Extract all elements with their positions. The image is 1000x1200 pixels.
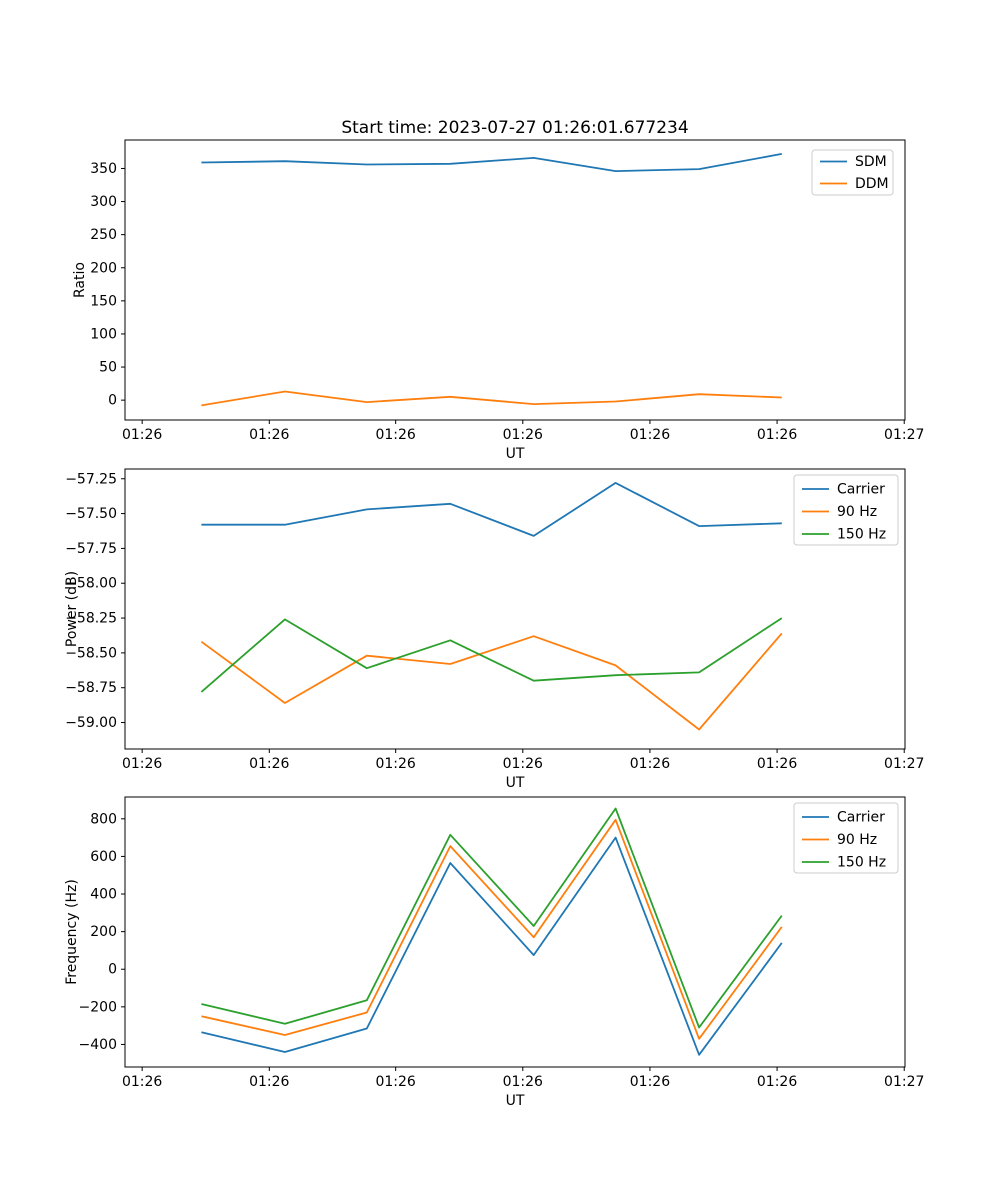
x-tick-label: 01:26	[375, 756, 416, 772]
y-tick-label: 600	[90, 848, 117, 865]
series-line-150-hz	[201, 809, 781, 1028]
x-tick-label: 01:26	[375, 427, 416, 443]
y-tick-label: −200	[78, 999, 117, 1016]
y-tick-label: −58.75	[65, 680, 117, 697]
y-tick-label: −58.50	[65, 645, 117, 662]
series-line-ddm	[201, 392, 781, 406]
x-tick-label: 01:26	[629, 1074, 671, 1090]
x-tick-label: 01:26	[375, 1074, 416, 1090]
subplot-ratio-svg	[0, 130, 1000, 480]
x-axis-label: UT	[505, 775, 525, 791]
legend-label: 90 Hz	[837, 832, 878, 848]
series-line-90-hz	[201, 820, 781, 1039]
x-axis-label: UT	[505, 1093, 525, 1109]
subplot-frequency	[0, 787, 1000, 1127]
x-tick-label: 01:26	[121, 1074, 163, 1090]
legend-label: DDM	[855, 176, 889, 192]
legend-label: 150 Hz	[837, 854, 887, 871]
legend-label: Carrier	[837, 481, 885, 498]
y-tick-label: 400	[90, 886, 117, 903]
y-tick-label: −58.00	[65, 575, 117, 592]
y-tick-label: 250	[90, 227, 117, 244]
y-tick-label: 150	[90, 293, 117, 310]
x-tick-label: 01:26	[249, 427, 290, 443]
x-axis-label: UT	[505, 446, 525, 462]
x-tick-label: 01:27	[884, 427, 925, 443]
legend-label: Carrier	[837, 809, 885, 826]
figure-title: Start time: 2023-07-27 01:26:01.677234	[341, 118, 689, 138]
x-tick-label: 01:26	[756, 427, 798, 443]
axes-spine	[125, 797, 905, 1067]
y-tick-label: −57.75	[65, 540, 117, 557]
y-tick-label: −400	[78, 1036, 117, 1053]
y-tick-label: 200	[90, 260, 117, 277]
legend-label: 150 Hz	[837, 526, 887, 543]
subplot-power-svg	[0, 459, 1000, 809]
x-tick-label: 01:27	[884, 1074, 925, 1090]
y-tick-label: 0	[108, 961, 117, 978]
y-tick-label: 300	[90, 194, 117, 211]
x-tick-label: 01:26	[629, 427, 671, 443]
y-tick-label: −59.00	[65, 715, 117, 732]
axes-spine	[125, 140, 905, 420]
x-tick-label: 01:26	[502, 756, 543, 772]
y-tick-label: 100	[90, 326, 117, 343]
x-tick-label: 01:26	[756, 756, 798, 772]
series-line-carrier	[201, 483, 781, 536]
legend-label: 90 Hz	[837, 504, 878, 520]
y-tick-label: 350	[90, 160, 117, 177]
x-tick-label: 01:27	[884, 756, 925, 772]
y-axis-label: Ratio	[72, 262, 88, 298]
x-tick-label: 01:26	[121, 427, 163, 443]
subplot-frequency-svg	[0, 787, 1000, 1127]
y-tick-label: 0	[108, 392, 117, 409]
y-axis-label: Frequency (Hz)	[64, 879, 80, 985]
x-tick-label: 01:26	[249, 756, 290, 772]
y-tick-label: 800	[90, 811, 117, 828]
series-line-sdm	[201, 154, 781, 171]
axes-spine	[125, 469, 905, 749]
series-line-90-hz	[201, 633, 781, 729]
subplot-power	[0, 459, 1000, 809]
y-tick-label: −57.50	[65, 506, 117, 523]
y-tick-label: 200	[90, 924, 117, 941]
y-tick-label: 50	[99, 359, 117, 376]
y-tick-label: −58.25	[65, 610, 117, 627]
x-tick-label: 01:26	[502, 427, 543, 443]
series-line-150-hz	[201, 618, 781, 692]
subplot-ratio	[0, 130, 1000, 480]
x-tick-label: 01:26	[249, 1074, 290, 1090]
x-tick-label: 01:26	[756, 1074, 798, 1090]
x-tick-label: 01:26	[121, 756, 163, 772]
x-tick-label: 01:26	[502, 1074, 543, 1090]
legend-label: SDM	[855, 154, 887, 170]
y-axis-label: Power (dB)	[64, 570, 80, 648]
x-tick-label: 01:26	[629, 756, 671, 772]
y-tick-label: −57.25	[65, 471, 117, 488]
